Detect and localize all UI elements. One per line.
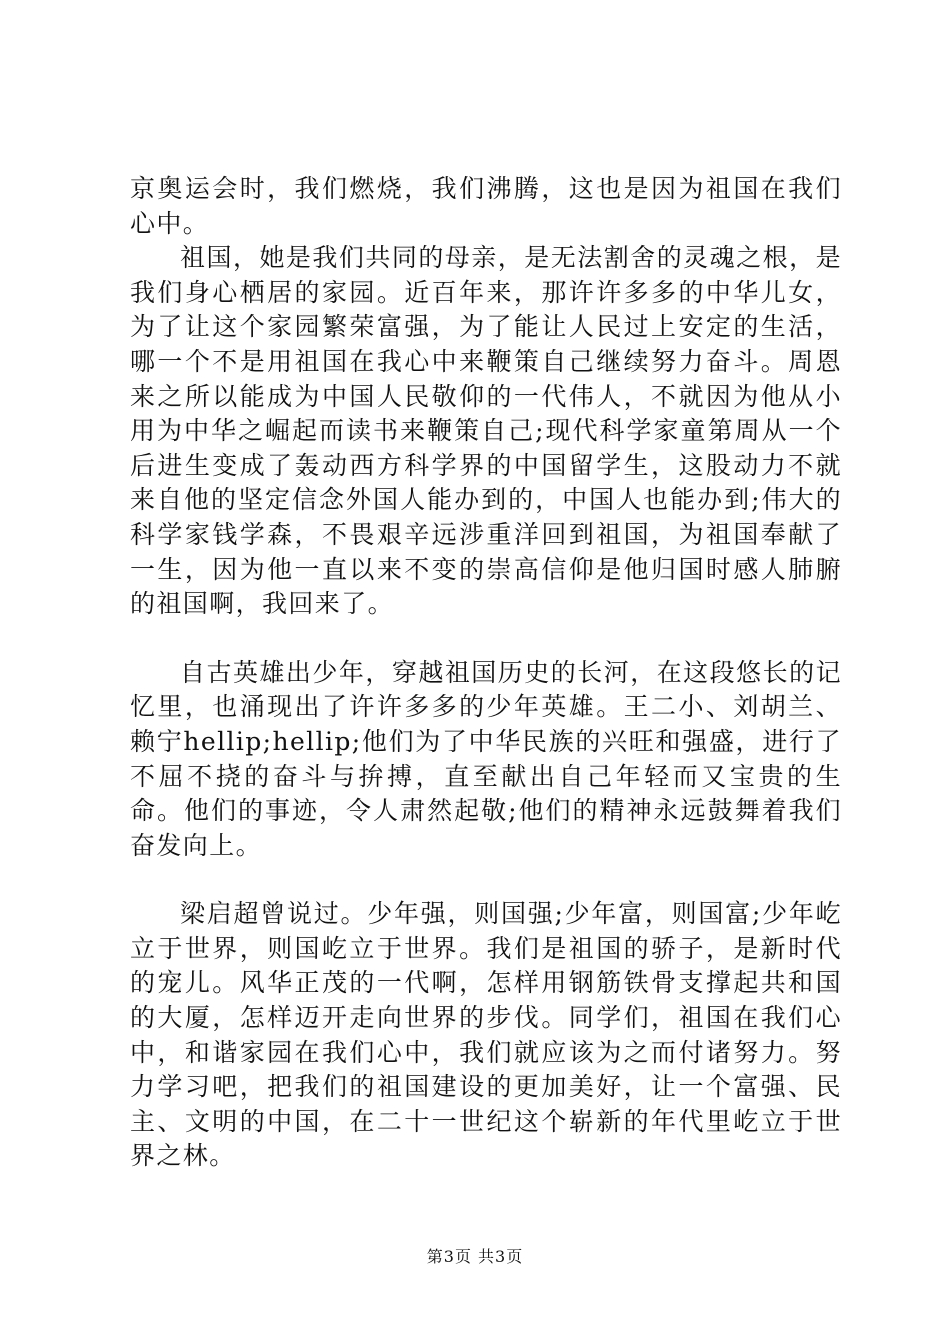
paragraph-motherland: 祖国，她是我们共同的母亲，是无法割舍的灵魂之根，是我们身心栖居的家园。近百年来，那许许多多的中华儿女，为了让这个家园繁荣富强，为了能让人民过上安定的生活，哪一个不是用祖国在我心中来鞭策自己继续努力奋斗。周恩来之所以能成为中国人民敬仰的一代伟人，不就因为他从小用为中华之崛起而读书来鞭策自己;现代科学家童第周从一个后进生变成了轰动西方科学界的中国留学生，这股动力不就来自他的坚定信念外国人能办到的，中国人也能办到;伟大的科学家钱学森，不畏艰辛远涉重洋回到祖国，为祖国奉献了一生，因为他一直以来不变的崇高信仰是他归国时感人肺腑的祖国啊，我回来了。 — [130, 243, 842, 619]
paragraph-young-heroes: 自古英雄出少年，穿越祖国历史的长河，在这段悠长的记忆里，也涌现出了许许多多的少年英雄。王二小、刘胡兰、赖宁hellip;hellip;他们为了中华民族的兴旺和强盛，进行了不屈不挠的奋斗与拚搏，直至献出自己年轻而又宝贵的生命。他们的事迹，令人肃然起敬;他们的精神永远鼓舞着我们奋发向上。 — [130, 657, 842, 860]
paragraph-liang-qichao: 梁启超曾说过。少年强，则国强;少年富，则国富;少年屹立于世界，则国屹立于世界。我们是祖国的骄子，是新时代的宠儿。风华正茂的一代啊，怎样用钢筋铁骨支撑起共和国的大厦，怎样迈开走向世界的步伐。同学们，祖国在我们心中，和谐家园在我们心中，我们就应该为之而付诸努力。努力学习吧，把我们的祖国建设的更加美好，让一个富强、民主、文明的中国，在二十一世纪这个崭新的年代里屹立于世界之林。 — [130, 899, 842, 1171]
document-body — [130, 172, 842, 1174]
page-footer: 第3页 共3页 — [426, 1247, 524, 1266]
paragraph-continuation: 京奥运会时，我们燃烧，我们沸腾，这也是因为祖国在我们心中。 — [130, 174, 842, 238]
